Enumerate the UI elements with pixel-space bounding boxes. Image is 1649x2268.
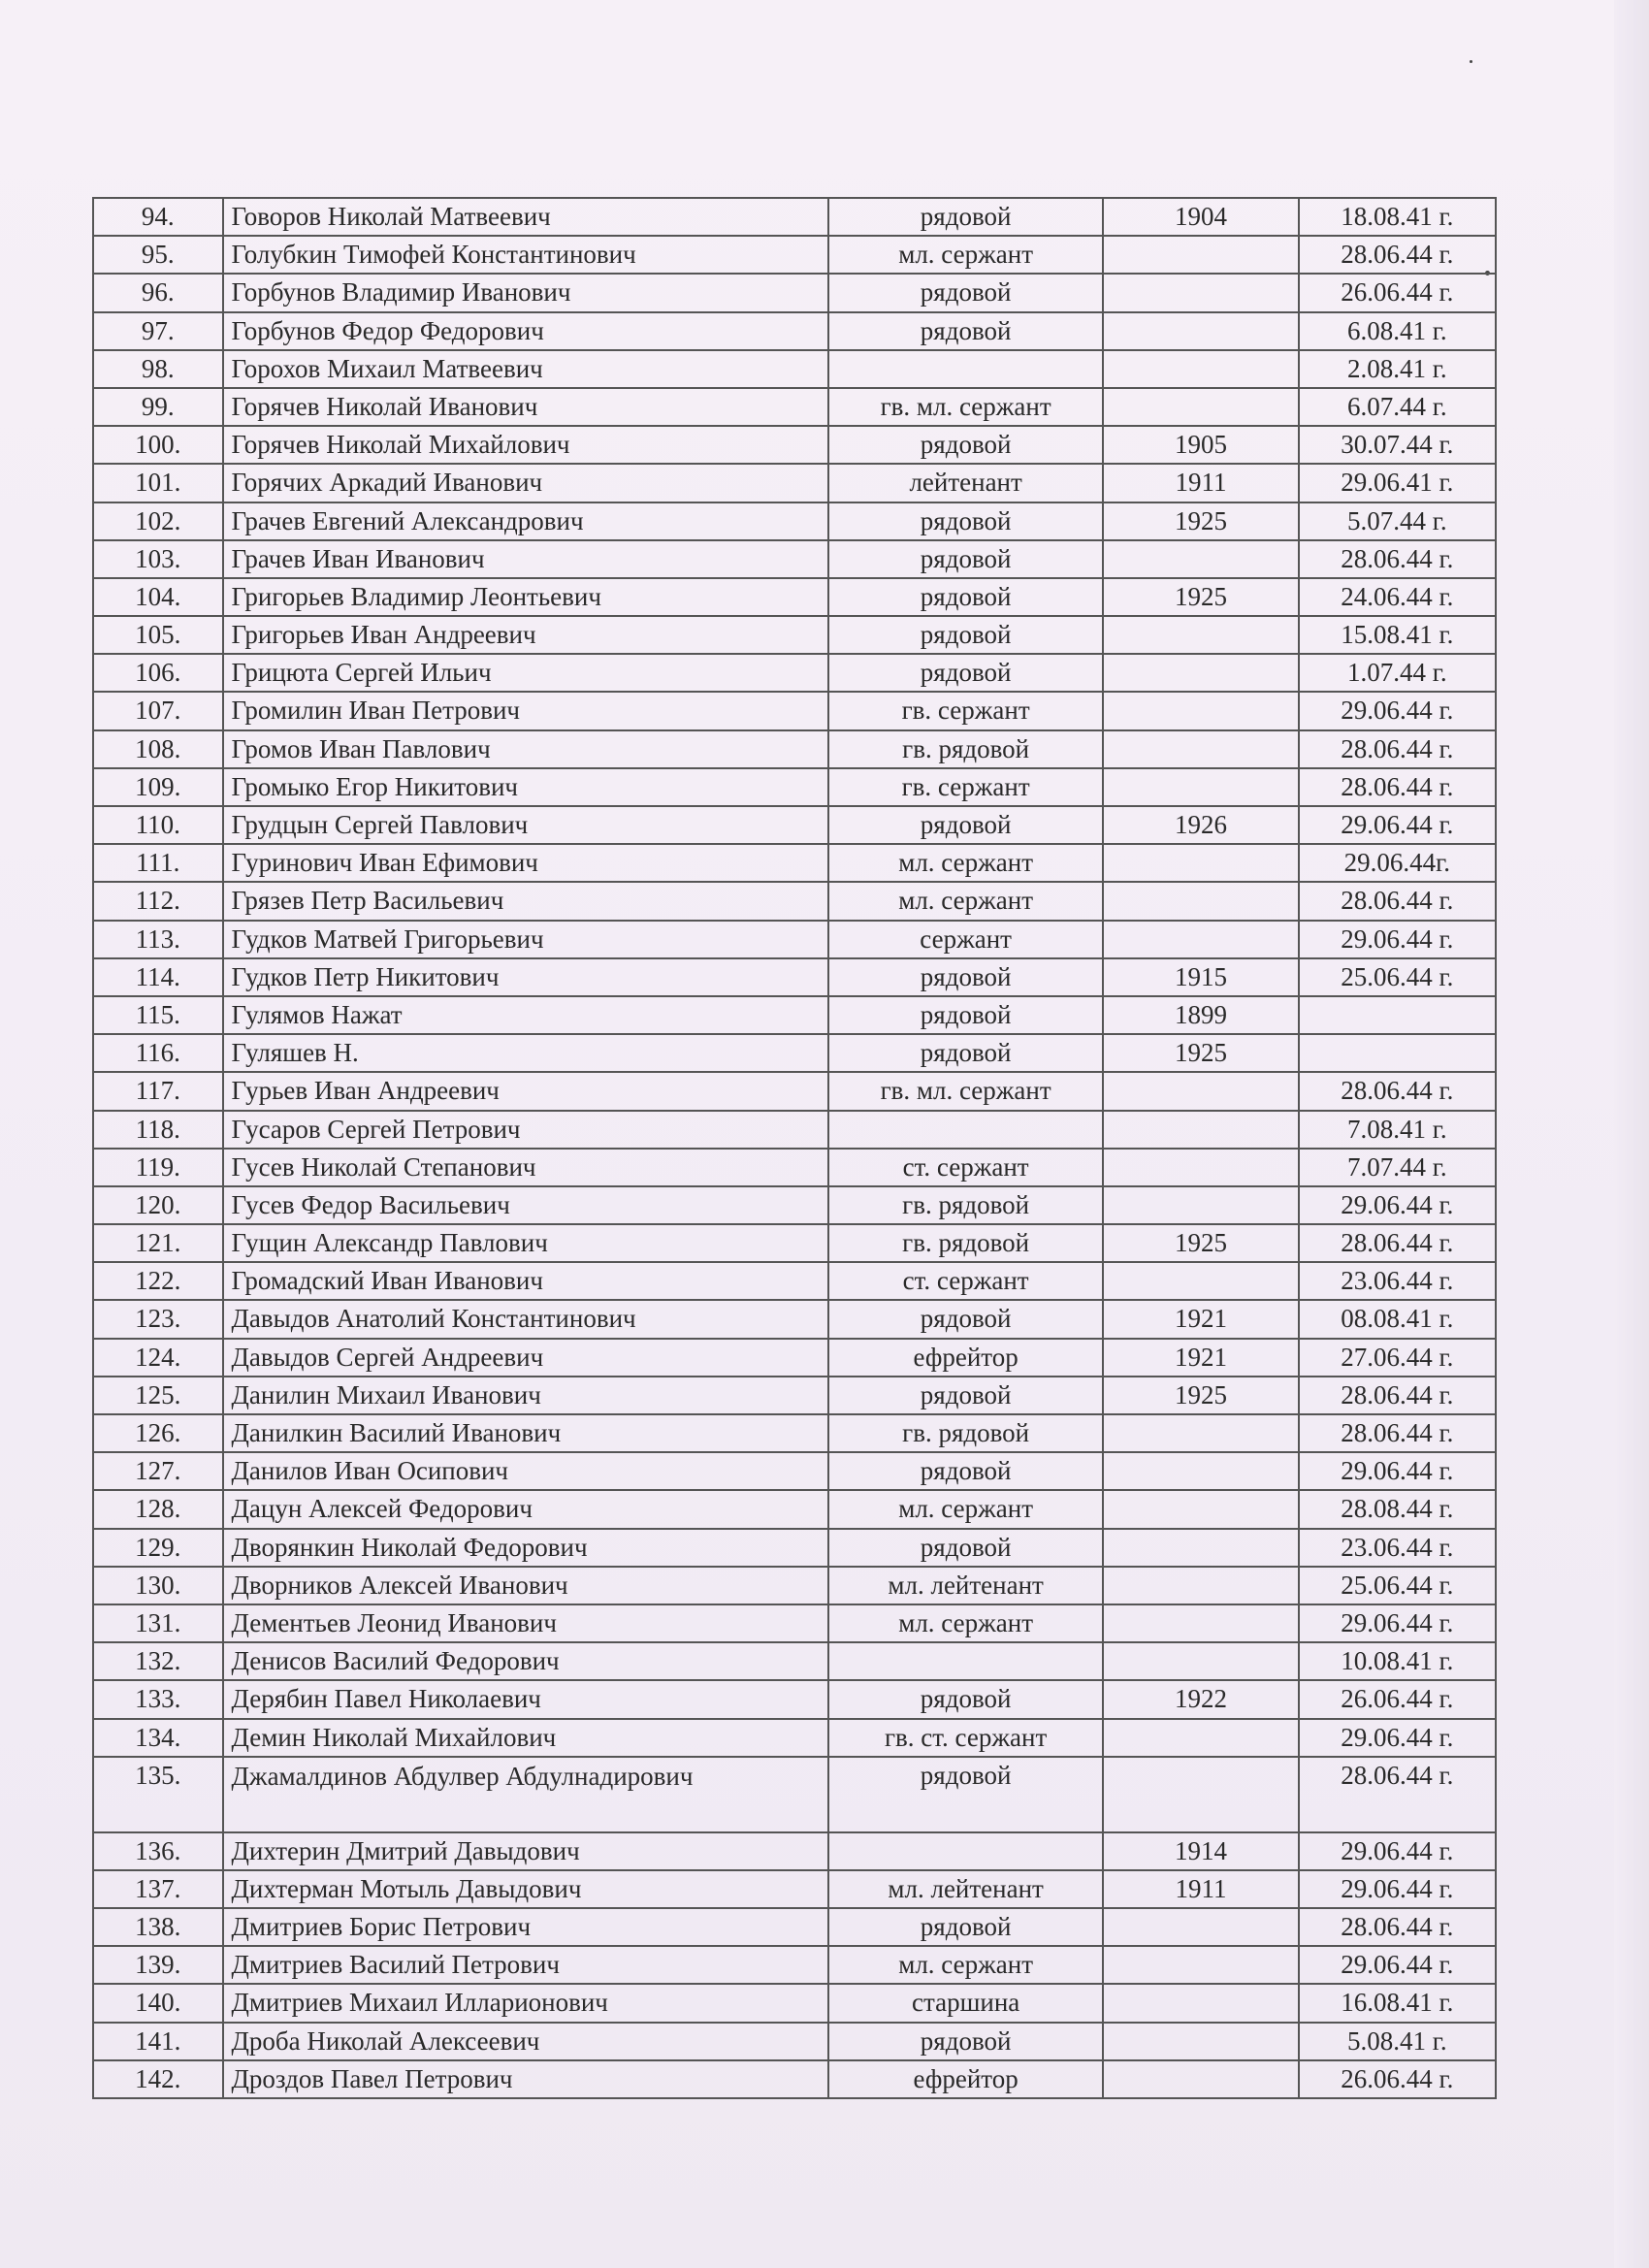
birth-year bbox=[1103, 1529, 1298, 1567]
row-number: 141. bbox=[93, 2023, 223, 2060]
military-rank: рядовой bbox=[828, 1377, 1103, 1414]
soldier-name: Дворянкин Николай Федорович bbox=[223, 1529, 828, 1567]
date-of-death: 29.06.44 г. bbox=[1299, 692, 1496, 729]
date-of-death: 28.06.44 г. bbox=[1299, 882, 1496, 920]
date-of-death: 29.06.44 г. bbox=[1299, 1719, 1496, 1757]
date-of-death bbox=[1299, 996, 1496, 1034]
military-rank: мл. сержант bbox=[828, 1490, 1103, 1528]
military-rank: рядовой bbox=[828, 426, 1103, 464]
table-row bbox=[93, 1339, 1496, 1377]
birth-year: 1925 bbox=[1103, 1377, 1298, 1414]
military-rank: рядовой bbox=[828, 654, 1103, 692]
table-row bbox=[93, 1186, 1496, 1224]
row-number: 134. bbox=[93, 1719, 223, 1757]
birth-year: 1905 bbox=[1103, 426, 1298, 464]
date-of-death: 24.06.44 г. bbox=[1299, 578, 1496, 616]
table-row bbox=[93, 882, 1496, 920]
birth-year bbox=[1103, 274, 1298, 311]
birth-year: 1925 bbox=[1103, 502, 1298, 540]
birth-year bbox=[1103, 692, 1298, 729]
soldier-name: Голубкин Тимофей Константинович bbox=[223, 236, 828, 274]
military-rank: мл. сержант bbox=[828, 236, 1103, 274]
row-number: 97. bbox=[93, 312, 223, 350]
birth-year bbox=[1103, 1490, 1298, 1528]
date-of-death: 1.07.44 г. bbox=[1299, 654, 1496, 692]
soldier-name: Дерябин Павел Николаевич bbox=[223, 1680, 828, 1718]
row-number: 95. bbox=[93, 236, 223, 274]
row-number: 113. bbox=[93, 921, 223, 958]
date-of-death: 28.06.44 г. bbox=[1299, 1908, 1496, 1946]
date-of-death: 28.08.44 г. bbox=[1299, 1490, 1496, 1528]
birth-year bbox=[1103, 1642, 1298, 1680]
table-row bbox=[93, 464, 1496, 502]
date-of-death: 2.08.41 г. bbox=[1299, 350, 1496, 388]
table-row bbox=[93, 1149, 1496, 1186]
birth-year: 1911 bbox=[1103, 464, 1298, 502]
row-number: 130. bbox=[93, 1567, 223, 1604]
birth-year bbox=[1103, 2060, 1298, 2098]
birth-year bbox=[1103, 844, 1298, 882]
military-rank: мл. сержант bbox=[828, 844, 1103, 882]
table-row bbox=[93, 730, 1496, 768]
row-number: 128. bbox=[93, 1490, 223, 1528]
military-rank: гв. рядовой bbox=[828, 1224, 1103, 1262]
table-row bbox=[93, 1452, 1496, 1490]
row-number: 131. bbox=[93, 1604, 223, 1642]
table-row bbox=[93, 1072, 1496, 1110]
row-number: 106. bbox=[93, 654, 223, 692]
soldier-name: Дмитриев Василий Петрович bbox=[223, 1946, 828, 1984]
military-rank: рядовой bbox=[828, 616, 1103, 654]
soldier-name: Григорьев Иван Андреевич bbox=[223, 616, 828, 654]
table-row bbox=[93, 2023, 1496, 2060]
soldier-name: Горячев Николай Михайлович bbox=[223, 426, 828, 464]
military-rank bbox=[828, 350, 1103, 388]
table-row bbox=[93, 921, 1496, 958]
military-rank: мл. лейтенант bbox=[828, 1870, 1103, 1908]
row-number: 138. bbox=[93, 1908, 223, 1946]
military-rank: гв. рядовой bbox=[828, 730, 1103, 768]
birth-year bbox=[1103, 2023, 1298, 2060]
row-number: 129. bbox=[93, 1529, 223, 1567]
date-of-death: 29.06.41 г. bbox=[1299, 464, 1496, 502]
birth-year: 1915 bbox=[1103, 958, 1298, 996]
table-row bbox=[93, 844, 1496, 882]
military-rank bbox=[828, 1832, 1103, 1870]
military-rank: рядовой bbox=[828, 1908, 1103, 1946]
birth-year bbox=[1103, 1111, 1298, 1149]
row-number: 112. bbox=[93, 882, 223, 920]
soldier-name: Давыдов Сергей Андреевич bbox=[223, 1339, 828, 1377]
date-of-death: 28.06.44 г. bbox=[1299, 236, 1496, 274]
row-number: 104. bbox=[93, 578, 223, 616]
date-of-death: 28.06.44 г. bbox=[1299, 540, 1496, 578]
soldier-name: Грудцын Сергей Павлович bbox=[223, 806, 828, 844]
soldier-name: Громадский Иван Иванович bbox=[223, 1262, 828, 1300]
date-of-death: 30.07.44 г. bbox=[1299, 426, 1496, 464]
military-rank: рядовой bbox=[828, 1034, 1103, 1072]
table-row bbox=[93, 1224, 1496, 1262]
birth-year: 1911 bbox=[1103, 1870, 1298, 1908]
date-of-death: 27.06.44 г. bbox=[1299, 1339, 1496, 1377]
soldier-name: Дворников Алексей Иванович bbox=[223, 1567, 828, 1604]
table-row bbox=[93, 1529, 1496, 1567]
date-of-death: 28.06.44 г. bbox=[1299, 1757, 1496, 1832]
table-row bbox=[93, 806, 1496, 844]
soldier-name: Гулямов Нажат bbox=[223, 996, 828, 1034]
birth-year bbox=[1103, 1414, 1298, 1452]
row-number: 127. bbox=[93, 1452, 223, 1490]
row-number: 111. bbox=[93, 844, 223, 882]
row-number: 136. bbox=[93, 1832, 223, 1870]
date-of-death: 16.08.41 г. bbox=[1299, 1984, 1496, 2022]
soldier-name: Гусев Николай Степанович bbox=[223, 1149, 828, 1186]
table-row bbox=[93, 502, 1496, 540]
date-of-death: 5.07.44 г. bbox=[1299, 502, 1496, 540]
soldier-name: Гуляшев Н. bbox=[223, 1034, 828, 1072]
soldier-name: Дроба Николай Алексеевич bbox=[223, 2023, 828, 2060]
row-number: 142. bbox=[93, 2060, 223, 2098]
date-of-death: 28.06.44 г. bbox=[1299, 1072, 1496, 1110]
military-rank: гв. рядовой bbox=[828, 1414, 1103, 1452]
military-rank: рядовой bbox=[828, 958, 1103, 996]
military-rank: рядовой bbox=[828, 1757, 1103, 1832]
table-row bbox=[93, 274, 1496, 311]
birth-year bbox=[1103, 1072, 1298, 1110]
row-number: 126. bbox=[93, 1414, 223, 1452]
soldier-name: Гусаров Сергей Петрович bbox=[223, 1111, 828, 1149]
date-of-death: 15.08.41 г. bbox=[1299, 616, 1496, 654]
row-number: 110. bbox=[93, 806, 223, 844]
table-row bbox=[93, 1984, 1496, 2022]
row-number: 100. bbox=[93, 426, 223, 464]
birth-year: 1925 bbox=[1103, 1034, 1298, 1072]
table-row bbox=[93, 2060, 1496, 2098]
date-of-death bbox=[1299, 1034, 1496, 1072]
table-row bbox=[93, 1757, 1496, 1832]
soldier-name: Громилин Иван Петрович bbox=[223, 692, 828, 729]
military-rank: ст. сержант bbox=[828, 1149, 1103, 1186]
military-rank: рядовой bbox=[828, 274, 1103, 311]
row-number: 99. bbox=[93, 388, 223, 426]
military-rank: рядовой bbox=[828, 502, 1103, 540]
soldier-name: Гудков Петр Никитович bbox=[223, 958, 828, 996]
date-of-death: 7.07.44 г. bbox=[1299, 1149, 1496, 1186]
military-rank: мл. сержант bbox=[828, 882, 1103, 920]
birth-year bbox=[1103, 1946, 1298, 1984]
date-of-death: 29.06.44 г. bbox=[1299, 1604, 1496, 1642]
date-of-death: 29.06.44 г. bbox=[1299, 921, 1496, 958]
military-rank: гв. сержант bbox=[828, 692, 1103, 729]
row-number: 114. bbox=[93, 958, 223, 996]
military-rank bbox=[828, 1642, 1103, 1680]
military-rank: ст. сержант bbox=[828, 1262, 1103, 1300]
birth-year bbox=[1103, 1452, 1298, 1490]
date-of-death: 23.06.44 г. bbox=[1299, 1262, 1496, 1300]
birth-year bbox=[1103, 616, 1298, 654]
table-row bbox=[93, 578, 1496, 616]
date-of-death: 28.06.44 г. bbox=[1299, 730, 1496, 768]
row-number: 120. bbox=[93, 1186, 223, 1224]
birth-year bbox=[1103, 1604, 1298, 1642]
row-number: 98. bbox=[93, 350, 223, 388]
military-rank: ефрейтор bbox=[828, 2060, 1103, 2098]
row-number: 105. bbox=[93, 616, 223, 654]
military-rank: рядовой bbox=[828, 1680, 1103, 1718]
soldier-name: Гуринович Иван Ефимович bbox=[223, 844, 828, 882]
row-number: 125. bbox=[93, 1377, 223, 1414]
soldier-name: Гурьев Иван Андреевич bbox=[223, 1072, 828, 1110]
birth-year bbox=[1103, 312, 1298, 350]
date-of-death: 26.06.44 г. bbox=[1299, 274, 1496, 311]
soldier-name: Горбунов Федор Федорович bbox=[223, 312, 828, 350]
soldier-name: Дихтерман Мотыль Давыдович bbox=[223, 1870, 828, 1908]
soldier-name: Джамалдинов Абдулвер Абдулнадирович bbox=[223, 1757, 828, 1832]
military-rank: мл. лейтенант bbox=[828, 1567, 1103, 1604]
table-row bbox=[93, 1832, 1496, 1870]
birth-year: 1899 bbox=[1103, 996, 1298, 1034]
row-number: 101. bbox=[93, 464, 223, 502]
row-number: 132. bbox=[93, 1642, 223, 1680]
birth-year bbox=[1103, 388, 1298, 426]
row-number: 117. bbox=[93, 1072, 223, 1110]
row-number: 122. bbox=[93, 1262, 223, 1300]
table-row bbox=[93, 996, 1496, 1034]
military-rank: рядовой bbox=[828, 1452, 1103, 1490]
table-row bbox=[93, 1870, 1496, 1908]
birth-year bbox=[1103, 730, 1298, 768]
table-row bbox=[93, 616, 1496, 654]
table-row bbox=[93, 692, 1496, 729]
roster-body bbox=[93, 198, 1496, 2098]
row-number: 118. bbox=[93, 1111, 223, 1149]
birth-year bbox=[1103, 768, 1298, 806]
military-rank: рядовой bbox=[828, 806, 1103, 844]
table-row bbox=[93, 1946, 1496, 1984]
table-row bbox=[93, 1262, 1496, 1300]
row-number: 107. bbox=[93, 692, 223, 729]
table-row bbox=[93, 1034, 1496, 1072]
soldier-name: Горбунов Владимир Иванович bbox=[223, 274, 828, 311]
birth-year bbox=[1103, 1186, 1298, 1224]
date-of-death: 26.06.44 г. bbox=[1299, 1680, 1496, 1718]
military-rank: рядовой bbox=[828, 198, 1103, 236]
soldier-name: Гудков Матвей Григорьевич bbox=[223, 921, 828, 958]
soldier-name: Гущин Александр Павлович bbox=[223, 1224, 828, 1262]
date-of-death: 28.06.44 г. bbox=[1299, 1224, 1496, 1262]
military-rank bbox=[828, 1111, 1103, 1149]
row-number: 140. bbox=[93, 1984, 223, 2022]
birth-year bbox=[1103, 1149, 1298, 1186]
date-of-death: 25.06.44 г. bbox=[1299, 1567, 1496, 1604]
birth-year: 1921 bbox=[1103, 1300, 1298, 1338]
date-of-death: 23.06.44 г. bbox=[1299, 1529, 1496, 1567]
date-of-death: 26.06.44 г. bbox=[1299, 2060, 1496, 2098]
birth-year bbox=[1103, 1908, 1298, 1946]
row-number: 108. bbox=[93, 730, 223, 768]
birth-year bbox=[1103, 1757, 1298, 1832]
table-row bbox=[93, 426, 1496, 464]
row-number: 137. bbox=[93, 1870, 223, 1908]
row-number: 115. bbox=[93, 996, 223, 1034]
soldier-name: Горохов Михаил Матвеевич bbox=[223, 350, 828, 388]
row-number: 96. bbox=[93, 274, 223, 311]
table-row bbox=[93, 768, 1496, 806]
row-number: 119. bbox=[93, 1149, 223, 1186]
row-number: 124. bbox=[93, 1339, 223, 1377]
birth-year bbox=[1103, 1567, 1298, 1604]
soldier-name: Громов Иван Павлович bbox=[223, 730, 828, 768]
soldier-name: Дмитриев Михаил Илларионович bbox=[223, 1984, 828, 2022]
table-row bbox=[93, 958, 1496, 996]
date-of-death: 6.08.41 г. bbox=[1299, 312, 1496, 350]
military-rank: гв. сержант bbox=[828, 768, 1103, 806]
military-rank: рядовой bbox=[828, 2023, 1103, 2060]
soldier-name: Данилкин Василий Иванович bbox=[223, 1414, 828, 1452]
date-of-death: 25.06.44 г. bbox=[1299, 958, 1496, 996]
date-of-death: 29.06.44 г. bbox=[1299, 1946, 1496, 1984]
birth-year bbox=[1103, 1262, 1298, 1300]
soldier-name: Говоров Николай Матвеевич bbox=[223, 198, 828, 236]
date-of-death: 28.06.44 г. bbox=[1299, 1377, 1496, 1414]
table-row bbox=[93, 1680, 1496, 1718]
military-rank: рядовой bbox=[828, 996, 1103, 1034]
soldier-name: Грязев Петр Васильевич bbox=[223, 882, 828, 920]
military-rank: рядовой bbox=[828, 1300, 1103, 1338]
birth-year bbox=[1103, 1719, 1298, 1757]
birth-year: 1921 bbox=[1103, 1339, 1298, 1377]
date-of-death: 29.06.44 г. bbox=[1299, 1186, 1496, 1224]
military-rank: мл. сержант bbox=[828, 1946, 1103, 1984]
soldier-name: Грачев Иван Иванович bbox=[223, 540, 828, 578]
date-of-death: 28.06.44 г. bbox=[1299, 1414, 1496, 1452]
table-row bbox=[93, 236, 1496, 274]
row-number: 94. bbox=[93, 198, 223, 236]
birth-year: 1925 bbox=[1103, 1224, 1298, 1262]
birth-year: 1914 bbox=[1103, 1832, 1298, 1870]
table-row bbox=[93, 1719, 1496, 1757]
table-row bbox=[93, 1377, 1496, 1414]
table-row bbox=[93, 1490, 1496, 1528]
military-rank: рядовой bbox=[828, 312, 1103, 350]
soldier-name: Данилин Михаил Иванович bbox=[223, 1377, 828, 1414]
row-number: 109. bbox=[93, 768, 223, 806]
row-number: 135. bbox=[93, 1757, 223, 1832]
scan-speck bbox=[1470, 60, 1472, 63]
date-of-death: 29.06.44 г. bbox=[1299, 1870, 1496, 1908]
soldier-name: Грачев Евгений Александрович bbox=[223, 502, 828, 540]
birth-year: 1922 bbox=[1103, 1680, 1298, 1718]
soldier-name: Гусев Федор Васильевич bbox=[223, 1186, 828, 1224]
military-rank: гв. мл. сержант bbox=[828, 388, 1103, 426]
casualty-roster-table bbox=[92, 197, 1497, 2099]
soldier-name: Григорьев Владимир Леонтьевич bbox=[223, 578, 828, 616]
birth-year bbox=[1103, 882, 1298, 920]
row-number: 103. bbox=[93, 540, 223, 578]
date-of-death: 29.06.44г. bbox=[1299, 844, 1496, 882]
soldier-name: Горячев Николай Иванович bbox=[223, 388, 828, 426]
soldier-name: Дроздов Павел Петрович bbox=[223, 2060, 828, 2098]
birth-year bbox=[1103, 654, 1298, 692]
date-of-death: 7.08.41 г. bbox=[1299, 1111, 1496, 1149]
birth-year bbox=[1103, 540, 1298, 578]
military-rank: гв. мл. сержант bbox=[828, 1072, 1103, 1110]
table-row bbox=[93, 312, 1496, 350]
military-rank: гв. ст. сержант bbox=[828, 1719, 1103, 1757]
military-rank: рядовой bbox=[828, 578, 1103, 616]
date-of-death: 29.06.44 г. bbox=[1299, 1832, 1496, 1870]
birth-year bbox=[1103, 1984, 1298, 2022]
soldier-name: Давыдов Анатолий Константинович bbox=[223, 1300, 828, 1338]
date-of-death: 10.08.41 г. bbox=[1299, 1642, 1496, 1680]
birth-year: 1925 bbox=[1103, 578, 1298, 616]
soldier-name: Горячих Аркадий Иванович bbox=[223, 464, 828, 502]
date-of-death: 6.07.44 г. bbox=[1299, 388, 1496, 426]
soldier-name: Дихтерин Дмитрий Давыдович bbox=[223, 1832, 828, 1870]
table-row bbox=[93, 1604, 1496, 1642]
row-number: 102. bbox=[93, 502, 223, 540]
soldier-name: Денисов Василий Федорович bbox=[223, 1642, 828, 1680]
row-number: 121. bbox=[93, 1224, 223, 1262]
row-number: 133. bbox=[93, 1680, 223, 1718]
soldier-name: Данилов Иван Осипович bbox=[223, 1452, 828, 1490]
military-rank: рядовой bbox=[828, 540, 1103, 578]
soldier-name: Дмитриев Борис Петрович bbox=[223, 1908, 828, 1946]
military-rank: рядовой bbox=[828, 1529, 1103, 1567]
soldier-name: Громыко Егор Никитович bbox=[223, 768, 828, 806]
military-rank: ефрейтор bbox=[828, 1339, 1103, 1377]
table-row bbox=[93, 388, 1496, 426]
table-row bbox=[93, 198, 1496, 236]
military-rank: мл. сержант bbox=[828, 1604, 1103, 1642]
table-row bbox=[93, 1300, 1496, 1338]
military-rank: лейтенант bbox=[828, 464, 1103, 502]
table-row bbox=[93, 1414, 1496, 1452]
birth-year bbox=[1103, 236, 1298, 274]
table-row bbox=[93, 350, 1496, 388]
soldier-name: Дементьев Леонид Иванович bbox=[223, 1604, 828, 1642]
date-of-death: 29.06.44 г. bbox=[1299, 806, 1496, 844]
date-of-death: 18.08.41 г. bbox=[1299, 198, 1496, 236]
date-of-death: 29.06.44 г. bbox=[1299, 1452, 1496, 1490]
row-number: 116. bbox=[93, 1034, 223, 1072]
birth-year: 1926 bbox=[1103, 806, 1298, 844]
row-number: 139. bbox=[93, 1946, 223, 1984]
date-of-death: 28.06.44 г. bbox=[1299, 768, 1496, 806]
soldier-name: Демин Николай Михайлович bbox=[223, 1719, 828, 1757]
date-of-death: 5.08.41 г. bbox=[1299, 2023, 1496, 2060]
row-number: 123. bbox=[93, 1300, 223, 1338]
soldier-name: Дацун Алексей Федорович bbox=[223, 1490, 828, 1528]
table-row bbox=[93, 1908, 1496, 1946]
date-of-death: 08.08.41 г. bbox=[1299, 1300, 1496, 1338]
birth-year: 1904 bbox=[1103, 198, 1298, 236]
table-row bbox=[93, 1567, 1496, 1604]
birth-year bbox=[1103, 921, 1298, 958]
table-row bbox=[93, 1111, 1496, 1149]
table-row bbox=[93, 540, 1496, 578]
soldier-name: Грицюта Сергей Ильич bbox=[223, 654, 828, 692]
table-row bbox=[93, 1642, 1496, 1680]
military-rank: старшина bbox=[828, 1984, 1103, 2022]
table-row bbox=[93, 654, 1496, 692]
page-edge-shadow bbox=[1614, 0, 1649, 2268]
military-rank: сержант bbox=[828, 921, 1103, 958]
birth-year bbox=[1103, 350, 1298, 388]
military-rank: гв. рядовой bbox=[828, 1186, 1103, 1224]
